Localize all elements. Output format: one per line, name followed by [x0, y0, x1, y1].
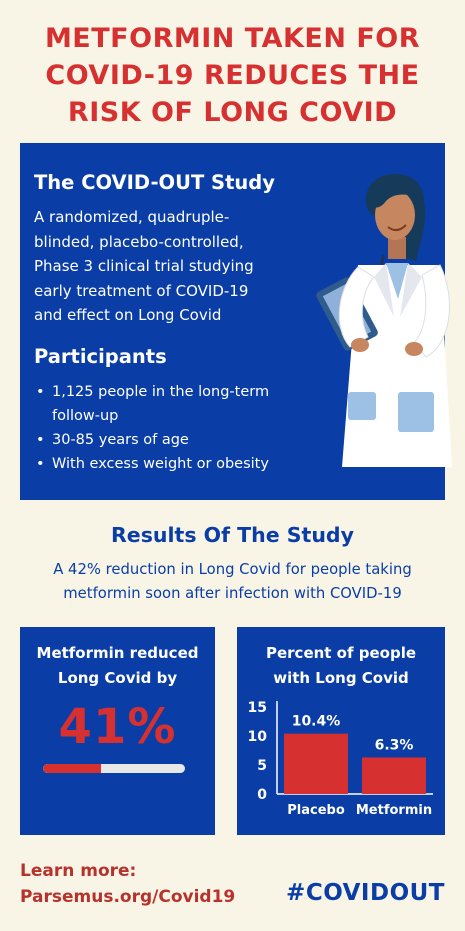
list-item: • 30-85 years of age	[34, 428, 314, 452]
doctor-illustration-icon	[302, 167, 452, 472]
chart-box	[237, 627, 445, 835]
participants-title: Participants	[34, 345, 167, 368]
y-tick-label: 10	[247, 729, 267, 745]
reduction-value: 41%	[58, 699, 177, 755]
reduction-box	[20, 627, 215, 835]
list-item: • 1,125 people in the long-term follow-up	[34, 380, 314, 428]
y-tick-label: 0	[257, 787, 267, 803]
bar-value-label: 10.4%	[291, 713, 341, 730]
learn-more	[20, 858, 235, 910]
bar	[284, 734, 348, 794]
bar	[362, 757, 426, 794]
learn-more-link[interactable]: Parsemus.org/Covid19	[20, 887, 236, 907]
learn-more-label: Learn more:	[20, 861, 137, 881]
reduction-progress-fill	[43, 764, 101, 773]
x-tick-label: Placebo	[287, 803, 345, 818]
bar-value-label: 6.3%	[374, 737, 414, 754]
y-tick-label: 15	[247, 700, 267, 716]
x-tick-label: Metformin	[355, 803, 433, 818]
y-tick-label: 5	[257, 758, 267, 774]
reduction-caption: Metformin reduced Long Covid by	[36, 644, 199, 687]
list-item: • With excess weight or obesity	[34, 452, 314, 476]
reduction-progress-bar	[43, 764, 185, 773]
long-covid-bar-chart	[237, 627, 445, 835]
study-title: The COVID-OUT Study	[34, 171, 275, 194]
hashtag: #COVIDOUT	[286, 880, 445, 906]
results-subtitle: A 42% reduction in Long Covid for people taking metformin soon after infection with COVID-19	[53, 561, 412, 602]
participants-list	[34, 380, 314, 476]
study-description: A randomized, quadruple- blinded, placebo-controlled, Phase 3 clinical trial studying early treatment of COVID-19 and effect on Long Covid	[34, 208, 254, 324]
study-panel	[20, 143, 445, 500]
page-title: METFORMIN TAKEN FOR COVID-19 REDUCES THE RISK OF LONG COVID	[44, 23, 421, 128]
results-title: Results Of The Study	[111, 523, 354, 547]
chart-caption: Percent of people with Long Covid	[265, 644, 417, 687]
